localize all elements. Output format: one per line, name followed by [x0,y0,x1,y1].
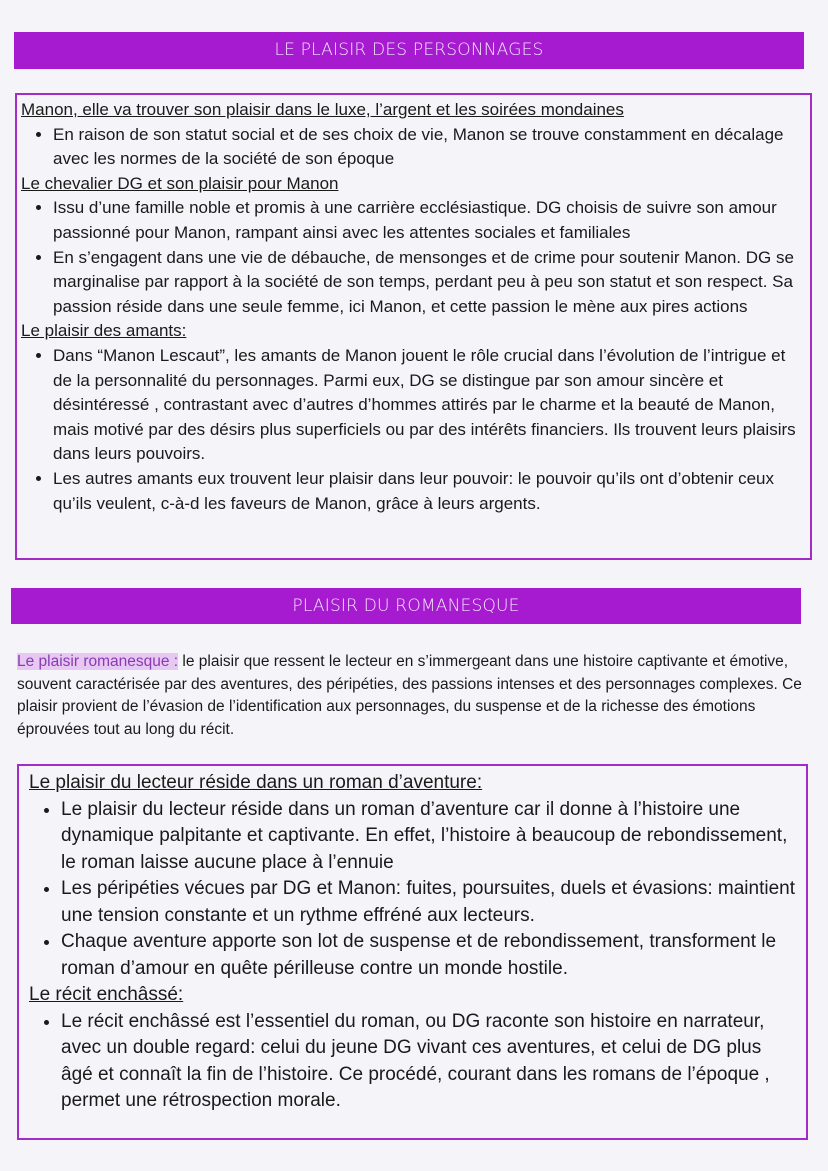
group-heading: Le chevalier DG et son plaisir pour Manon [21,173,339,193]
romanesque-box [17,764,808,1140]
group-heading: Le récit enchâssé: [29,984,184,1005]
group-heading: Manon, elle va trouver son plaisir dans le luxe, l’argent et les soirées mondaines [21,100,624,119]
group-heading: Le plaisir du lecteur réside dans un roman d’aventure: [29,772,483,793]
definition-text: le plaisir que ressent le lecteur en s’immergeant dans une histoire captivante et émotive, souvent caractérisée par des aventures, des péripéties, des passions intenses et des personnages complexes. Ce plaisir provient de l’évasion de l’identification aux personnages, du suspense et de la richesse des émotions éprouvées tout au long du récit. [17,653,802,738]
group-heading: Le plaisir des amants: [21,321,187,341]
list-item: • Les péripéties vécues par DG et Manon: fuites, poursuites, duels et évasions: maintient une tension constante et un rythme effréné aux lecteurs. [61,876,798,929]
list-item: • Le plaisir du lecteur réside dans un roman d’aventure car il donne à l’histoire une dynamique palpitante et captivante. En effet, l’histoire à beaucoup de rebondissement, le roman laisse aucune place à l’ennuie [61,797,798,877]
definition-term: Le plaisir romanesque : [17,653,179,670]
bullet-list [29,1009,798,1115]
bullet-list [21,344,802,516]
list-item: • Chaque aventure apporte son lot de suspense et de rebondissement, transforment le roman d’amour en quête périlleuse contre un monde hostile. [61,929,798,982]
section-title-plaisir-romanesque: PLAISIR DU ROMANESQUE [11,588,801,624]
bullet-list [21,123,802,172]
definition-paragraph [17,651,812,741]
list-item: • Les autres amants eux trouvent leur plaisir dans leur pouvoir: le pouvoir qu’ils ont d’obtenir ceux qu’ils veulent, c-à-d les faveurs de Manon, grâce à leurs argents. [53,467,802,516]
section-title-plaisir-personnages: LE PLAISIR DES PERSONNAGES [14,32,804,69]
list-item: • Issu d’une famille noble et promis à une carrière ecclésiastique. DG choisis de suivre son amour passionné pour Manon, rampant ainsi avec les attentes sociales et familiales [53,196,802,245]
bullet-list [29,797,798,983]
list-item: • En raison de son statut social et de ses choix de vie, Manon se trouve constamment en décalage avec les normes de la société de son époque [53,123,802,172]
list-item: • Le récit enchâssé est l’essentiel du roman, ou DG raconte son histoire en narrateur, avec un double regard: celui du jeune DG vivant ces aventures, et celui de DG plus âgé et connaît la fin de l’histoire. Ce procédé, courant dans les romans de l’époque , permet une rétrospection morale. [61,1009,798,1115]
personnages-box [15,93,812,560]
list-item: • Dans “Manon Lescaut”, les amants de Manon jouent le rôle crucial dans l’évolution de l’intrigue et de la personnalité du personnages. Parmi eux, DG se distingue par son amour sincère et désintéressé , contrastant avec d’autres d’hommes attirés par le charme et la beauté de Manon, mais motivé par des désirs plus superficiels ou par des intérêts financiers. Ils trouvent leurs plaisirs dans leurs pouvoirs. [53,344,802,467]
bullet-list [21,196,802,319]
list-item: • En s’engagent dans une vie de débauche, de mensonges et de crime pour soutenir Manon. DG se marginalise par rapport à la société de son temps, perdant peu à peu son statut et son respect. Sa passion réside dans une seule femme, ici Manon, et cette passion le mène aux pires actions [53,246,802,320]
